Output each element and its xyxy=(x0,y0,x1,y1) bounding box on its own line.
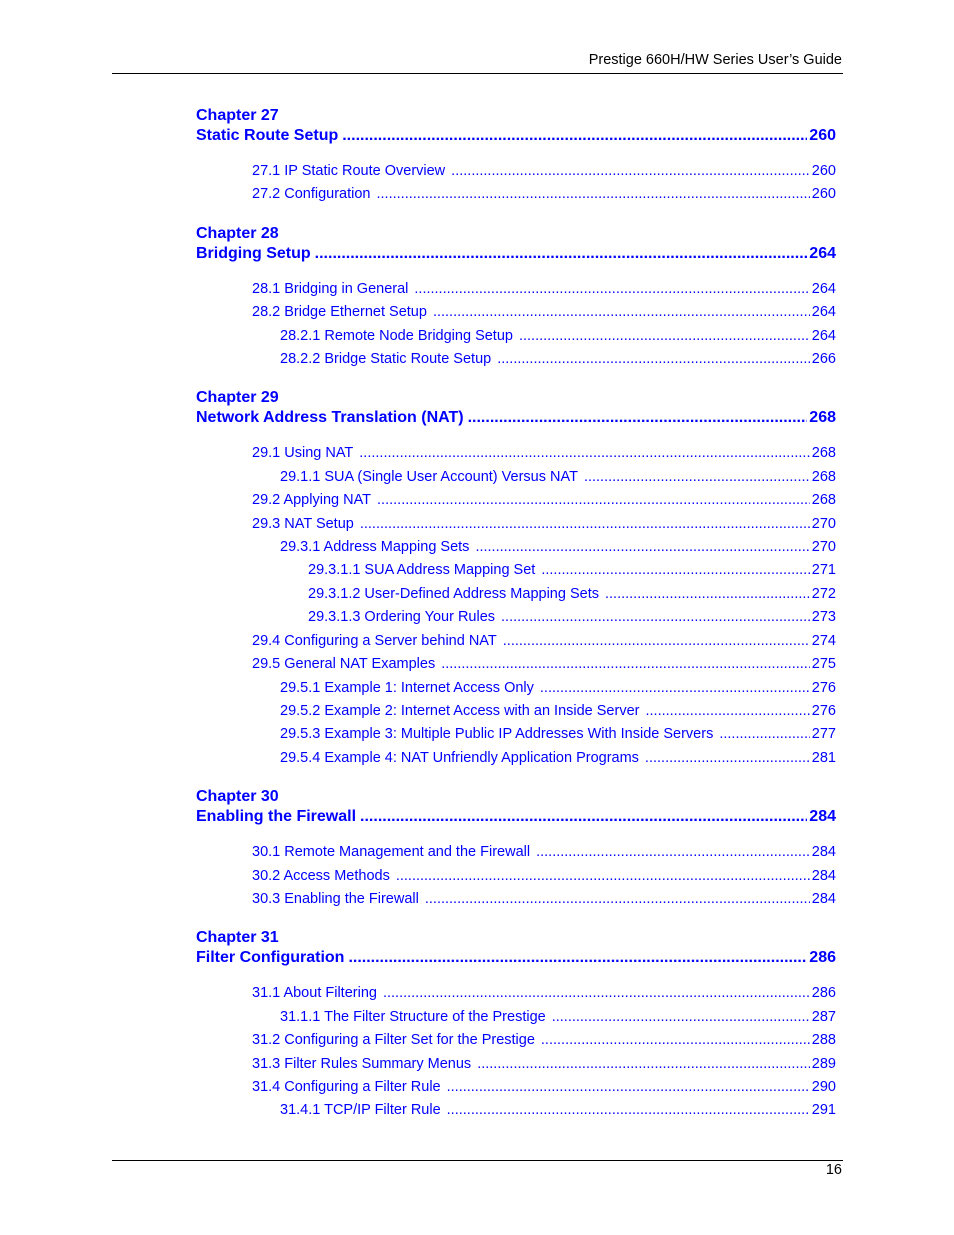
dot-leader xyxy=(503,630,810,653)
toc-entry-link[interactable] xyxy=(196,700,836,723)
dot-leader xyxy=(441,653,810,676)
toc-entry-page-number: 277 xyxy=(811,726,836,743)
toc-entry-page-number: 281 xyxy=(811,749,836,766)
chapter-title: Bridging Setup xyxy=(196,244,311,262)
chapter-block xyxy=(196,106,836,207)
footer-rule xyxy=(112,1160,843,1161)
toc-entry-page-number: 268 xyxy=(811,468,836,485)
dot-leader xyxy=(605,583,810,606)
toc-entry-label: 29.4 Configuring a Server behind NAT xyxy=(252,632,497,649)
chapter-number-link[interactable]: Chapter 29 xyxy=(196,389,279,407)
dot-leader xyxy=(359,442,810,465)
toc-entry-page-number: 266 xyxy=(811,351,836,368)
toc-entry-label: 29.5.4 Example 4: NAT Unfriendly Application Programs xyxy=(280,749,639,766)
toc-entry-label: 31.1 About Filtering xyxy=(252,985,377,1002)
chapter-title: Network Address Translation (NAT) xyxy=(196,409,464,427)
dot-leader xyxy=(497,348,810,371)
toc-entry-link[interactable] xyxy=(196,559,836,582)
toc-entry-link[interactable] xyxy=(196,442,836,465)
toc-entry-link[interactable] xyxy=(196,677,836,700)
toc-entry-page-number: 270 xyxy=(811,539,836,556)
toc-entry-page-number: 284 xyxy=(811,844,836,861)
chapter-number-link[interactable]: Chapter 27 xyxy=(196,107,279,124)
table-of-contents xyxy=(196,106,836,1140)
toc-entry-page-number: 274 xyxy=(811,632,836,649)
toc-entry-page-number: 286 xyxy=(811,985,836,1002)
toc-entry-page-number: 291 xyxy=(811,1102,836,1119)
dot-leader xyxy=(584,466,810,489)
toc-entry-link[interactable] xyxy=(196,1006,836,1029)
dot-leader xyxy=(451,160,810,183)
toc-entry-label: 29.5 General NAT Examples xyxy=(252,656,436,673)
toc-entry-page-number: 289 xyxy=(811,1055,836,1072)
page-number: 16 xyxy=(825,1162,842,1178)
toc-entry-label: 31.4 Configuring a Filter Rule xyxy=(252,1078,441,1095)
toc-entry-link[interactable] xyxy=(196,723,836,746)
chapter-title: Static Route Setup xyxy=(196,127,339,144)
chapter-block xyxy=(196,224,836,372)
toc-entry-link[interactable] xyxy=(196,865,836,888)
chapter-page-number: 260 xyxy=(809,127,836,144)
chapter-page-number: 286 xyxy=(809,949,836,967)
chapter-title-link[interactable] xyxy=(196,408,836,428)
chapter-page-number: 264 xyxy=(809,244,836,262)
toc-entry-link[interactable] xyxy=(196,583,836,606)
dot-leader xyxy=(414,278,809,301)
dot-leader xyxy=(377,489,810,512)
dot-leader xyxy=(541,1029,810,1052)
toc-entry-page-number: 287 xyxy=(811,1008,836,1025)
toc-entry-label: 28.2 Bridge Ethernet Setup xyxy=(252,304,427,321)
toc-entry-page-number: 268 xyxy=(811,445,836,462)
toc-entry-label: 29.1 Using NAT xyxy=(252,445,354,462)
toc-entry-label: 29.5.2 Example 2: Internet Access with an Inside Server xyxy=(280,702,640,719)
toc-entry-link[interactable] xyxy=(196,466,836,489)
toc-entry-link[interactable] xyxy=(196,841,836,864)
dot-leader xyxy=(645,700,809,723)
dot-leader xyxy=(645,747,810,770)
dot-leader xyxy=(477,1053,810,1076)
toc-entry-label: 29.3.1.3 Ordering Your Rules xyxy=(308,609,496,626)
chapter-number-link[interactable]: Chapter 28 xyxy=(196,224,279,242)
toc-entry-page-number: 284 xyxy=(811,867,836,884)
dot-leader xyxy=(552,1006,810,1029)
toc-entry-link[interactable] xyxy=(196,747,836,770)
toc-entry-link[interactable] xyxy=(196,278,836,301)
toc-entry-page-number: 272 xyxy=(811,585,836,602)
running-header: Prestige 660H/HW Series User’s Guide xyxy=(588,52,842,68)
chapter-block xyxy=(196,928,836,1122)
toc-entry-page-number: 275 xyxy=(811,656,836,673)
dot-leader xyxy=(360,807,807,827)
toc-entry-page-number: 276 xyxy=(811,679,836,696)
dot-leader xyxy=(447,1076,810,1099)
toc-entry-link[interactable] xyxy=(196,982,836,1005)
toc-entry-label: 29.3.1.1 SUA Address Mapping Set xyxy=(308,562,536,579)
toc-entry-page-number: 264 xyxy=(811,304,836,321)
toc-entry-link[interactable] xyxy=(196,489,836,512)
dot-leader xyxy=(377,183,810,206)
toc-entry-link[interactable] xyxy=(196,1076,836,1099)
toc-entry-page-number: 288 xyxy=(811,1032,836,1049)
dot-leader xyxy=(536,841,810,864)
toc-entry-page-number: 260 xyxy=(811,186,836,203)
toc-entry-link[interactable] xyxy=(196,630,836,653)
toc-entry-label: 28.1 Bridging in General xyxy=(252,280,409,297)
toc-entry-label: 28.2.1 Remote Node Bridging Setup xyxy=(280,327,513,344)
dot-leader xyxy=(541,559,809,582)
toc-entry-label: 29.2 Applying NAT xyxy=(252,492,372,509)
toc-entry-page-number: 273 xyxy=(811,609,836,626)
toc-entry-link[interactable] xyxy=(196,653,836,676)
dot-leader xyxy=(383,982,810,1005)
toc-entry-label: 29.5.3 Example 3: Multiple Public IP Addresses With Inside Servers xyxy=(280,726,714,743)
toc-entry-label: 27.2 Configuration xyxy=(252,186,371,203)
header-rule xyxy=(112,73,843,74)
toc-entry-page-number: 260 xyxy=(811,163,836,179)
toc-entry-link[interactable] xyxy=(196,1029,836,1052)
toc-entry-page-number: 268 xyxy=(811,492,836,509)
toc-entry-label: 31.1.1 The Filter Structure of the Prestige xyxy=(280,1008,546,1025)
chapter-title-link[interactable] xyxy=(196,948,836,968)
dot-leader xyxy=(475,536,809,559)
toc-entry-link[interactable] xyxy=(196,348,836,371)
toc-entry-link[interactable] xyxy=(196,301,836,324)
chapter-title-link[interactable] xyxy=(196,807,836,827)
dot-leader xyxy=(447,1099,810,1122)
toc-entry-link[interactable] xyxy=(196,888,836,911)
chapter-number-link[interactable]: Chapter 31 xyxy=(196,929,279,947)
dot-leader xyxy=(396,865,810,888)
dot-leader xyxy=(348,948,807,968)
dot-leader xyxy=(360,513,810,536)
chapter-block xyxy=(196,787,836,911)
chapter-title: Enabling the Firewall xyxy=(196,808,357,826)
dot-leader xyxy=(425,888,810,911)
chapter-number-link[interactable]: Chapter 30 xyxy=(196,788,279,806)
toc-entry-page-number: 276 xyxy=(811,702,836,719)
dot-leader xyxy=(342,126,807,146)
toc-entry-label: 30.1 Remote Management and the Firewall xyxy=(252,844,531,861)
toc-entry-label: 30.3 Enabling the Firewall xyxy=(252,890,419,907)
toc-entry-label: 27.1 IP Static Route Overview xyxy=(252,163,446,179)
toc-entry-page-number: 270 xyxy=(811,515,836,532)
toc-entry-label: 29.5.1 Example 1: Internet Access Only xyxy=(280,679,534,696)
toc-entry-link[interactable] xyxy=(196,536,836,559)
toc-entry-label: 29.3.1.2 User-Defined Address Mapping Sets xyxy=(308,585,599,602)
toc-entry-label: 29.3 NAT Setup xyxy=(252,515,354,532)
dot-leader xyxy=(540,677,810,700)
toc-entry-page-number: 271 xyxy=(811,562,836,579)
dot-leader xyxy=(719,723,809,746)
toc-entry-link[interactable] xyxy=(196,325,836,348)
dot-leader xyxy=(433,301,810,324)
dot-leader xyxy=(501,606,810,629)
toc-entry-link[interactable] xyxy=(196,1053,836,1076)
toc-entry-link[interactable] xyxy=(196,183,836,206)
toc-entry-page-number: 284 xyxy=(811,890,836,907)
chapter-page-number: 268 xyxy=(809,409,836,427)
chapter-title: Filter Configuration xyxy=(196,949,345,967)
toc-entry-label: 31.4.1 TCP/IP Filter Rule xyxy=(280,1102,441,1119)
toc-entry-page-number: 264 xyxy=(811,280,836,297)
chapter-title-link[interactable] xyxy=(196,244,836,264)
toc-entry-link[interactable] xyxy=(196,160,836,183)
toc-entry-label: 31.3 Filter Rules Summary Menus xyxy=(252,1055,472,1072)
dot-leader xyxy=(315,244,808,264)
toc-entry-label: 29.3.1 Address Mapping Sets xyxy=(280,539,470,556)
chapter-block xyxy=(196,388,836,770)
chapter-page-number: 284 xyxy=(809,808,836,826)
toc-entry-link[interactable] xyxy=(196,606,836,629)
toc-entry-page-number: 264 xyxy=(811,327,836,344)
toc-entry-link[interactable] xyxy=(196,1099,836,1122)
toc-entry-page-number: 290 xyxy=(811,1078,836,1095)
toc-entry-label: 30.2 Access Methods xyxy=(252,867,390,884)
dot-leader xyxy=(468,408,808,428)
toc-entry-label: 31.2 Configuring a Filter Set for the Prestige xyxy=(252,1032,535,1049)
chapter-title-link[interactable] xyxy=(196,126,836,146)
toc-entry-label: 28.2.2 Bridge Static Route Setup xyxy=(280,351,492,368)
toc-entry-label: 29.1.1 SUA (Single User Account) Versus NAT xyxy=(280,468,578,485)
toc-entry-link[interactable] xyxy=(196,513,836,536)
dot-leader xyxy=(519,325,810,348)
